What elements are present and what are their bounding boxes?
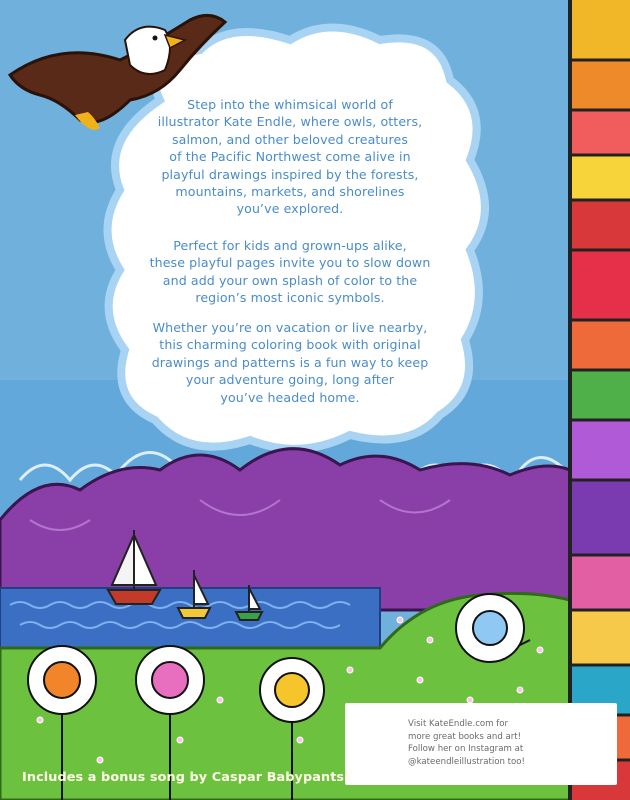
text-line: illustrator Kate Endle, where owls, otters, xyxy=(157,114,423,130)
text-line: your adventure going, long after xyxy=(185,372,395,388)
text-line: drawings and patterns is a fun way to keep xyxy=(151,354,429,370)
text-line: Perfect for kids and grown-ups alike, xyxy=(173,238,407,253)
description-paragraph xyxy=(140,237,440,307)
promo-text xyxy=(408,718,613,768)
text-line: mountains, markets, and shorelines xyxy=(175,184,405,200)
pattern-strip xyxy=(568,0,630,800)
text-line: region’s most iconic symbols. xyxy=(195,290,385,306)
text-line: of the Pacific Northwest come alive in xyxy=(169,149,411,165)
description-paragraph xyxy=(140,319,440,406)
text-line: Visit KateEndle.com for xyxy=(408,719,509,729)
text-line: these playful pages invite you to slow down xyxy=(149,255,431,271)
description-paragraph xyxy=(140,96,440,218)
text-line: playful drawings inspired by the forests, xyxy=(161,166,419,182)
text-line: salmon, and other beloved creatures xyxy=(171,131,409,147)
text-line: Step into the whimsical world of xyxy=(187,97,393,112)
text-line: more great books and art! xyxy=(408,731,522,742)
text-line: @kateendleillustration too! xyxy=(408,756,525,767)
text-line: you’ve headed home. xyxy=(220,389,360,405)
bonus-song-note: Includes a bonus song by Caspar Babypants! xyxy=(22,770,351,785)
text-line: this charming coloring book with original xyxy=(159,337,421,353)
text-line: and add your own splash of color to the xyxy=(162,272,418,288)
text-line: Whether you’re on vacation or live nearby, xyxy=(152,320,428,335)
text-line: you’ve explored. xyxy=(236,201,344,217)
text-line: Follow her on Instagram at xyxy=(408,744,524,755)
